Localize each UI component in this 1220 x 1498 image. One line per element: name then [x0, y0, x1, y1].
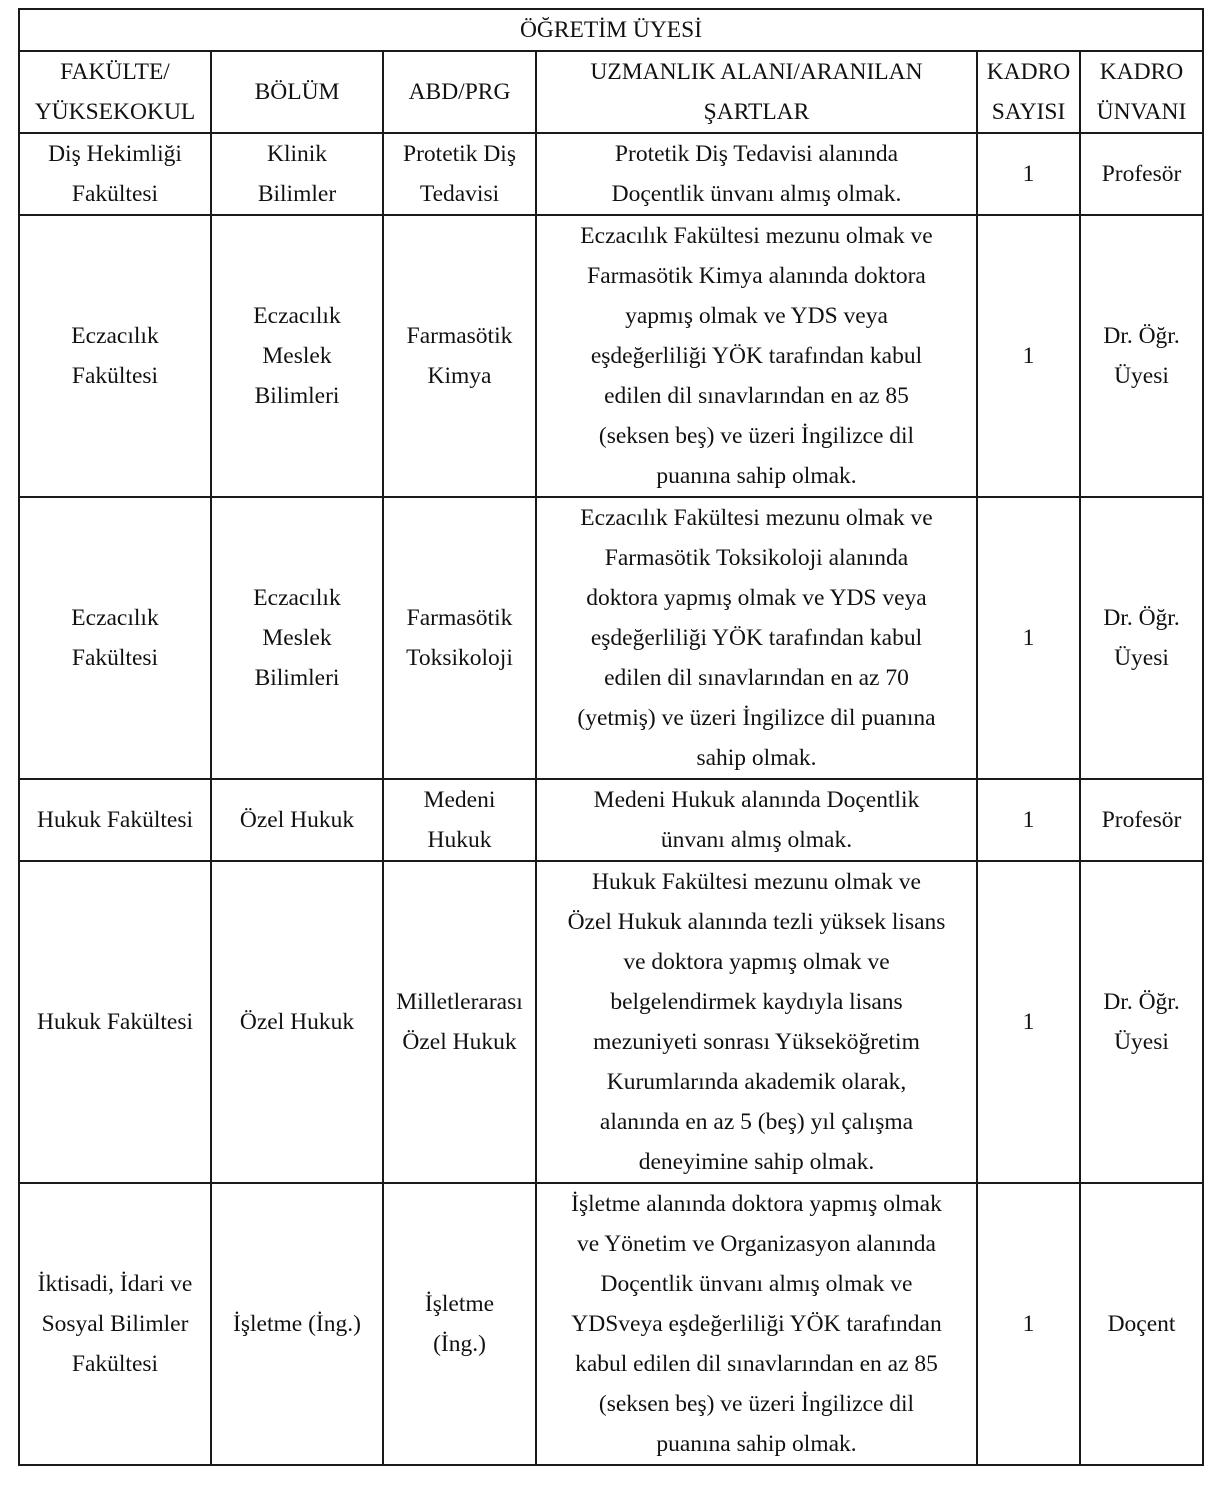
table-row [19, 1183, 1203, 1465]
requirements-cell: Hukuk Fakültesi mezunu olmak ve Özel Hukuk alanında tezli yüksek lisans ve doktora yapmış olmak ve belgelendirmek kaydıyla lisans mezuniyeti sonrası Yükseköğretim Kurumlarında akademik olarak, alanında en az 5 (beş) yıl çalışma deneyimine sahip olmak. [536, 861, 977, 1183]
table-row [19, 497, 1203, 779]
header-position-count: KADRO SAYISI [977, 51, 1080, 133]
program-cell: Milletlerarası Özel Hukuk [383, 861, 536, 1183]
header-position-title: KADRO ÜNVANI [1080, 51, 1203, 133]
requirements-cell: Protetik Diş Tedavisi alanında Doçentlik ünvanı almış olmak. [536, 133, 977, 215]
position-title-cell: Dr. Öğr. Üyesi [1080, 861, 1203, 1183]
table-row [19, 133, 1203, 215]
faculty-cell: İktisadi, İdari ve Sosyal Bilimler Fakültesi [19, 1183, 211, 1465]
program-cell: Protetik Diş Tedavisi [383, 133, 536, 215]
faculty-cell: Eczacılık Fakültesi [19, 215, 211, 497]
department-cell: Özel Hukuk [211, 861, 383, 1183]
header-faculty: FAKÜLTE/ YÜKSEKOKUL [19, 51, 211, 133]
count-cell: 1 [977, 133, 1080, 215]
department-cell: Eczacılık Meslek Bilimleri [211, 497, 383, 779]
table-title: ÖĞRETİM ÜYESİ [19, 9, 1203, 51]
position-title-cell: Profesör [1080, 779, 1203, 861]
department-cell: İşletme (İng.) [211, 1183, 383, 1465]
requirements-cell: Eczacılık Fakültesi mezunu olmak ve Farmasötik Kimya alanında doktora yapmış olmak ve YDS veya eşdeğerliliği YÖK tarafından kabul edilen dil sınavlarından en az 85 (seksen beş) ve üzeri İngilizce dil puanına sahip olmak. [536, 215, 977, 497]
requirements-cell: Eczacılık Fakültesi mezunu olmak ve Farmasötik Toksikoloji alanında doktora yapmış olmak ve YDS veya eşdeğerliliği YÖK tarafından kabul edilen dil sınavlarından en az 70 (yetmiş) ve üzeri İngilizce dil puanına sahip olmak. [536, 497, 977, 779]
requirements-cell: İşletme alanında doktora yapmış olmak ve Yönetim ve Organizasyon alanında Doçentlik ünvanı almış olmak ve YDSveya eşdeğerliliği YÖK tarafından kabul edilen dil sınavlarından en az 85 (seksen beş) ve üzeri İngilizce dil puanına sahip olmak. [536, 1183, 977, 1465]
table-row [19, 861, 1203, 1183]
count-cell: 1 [977, 497, 1080, 779]
position-title-cell: Dr. Öğr. Üyesi [1080, 215, 1203, 497]
program-cell: Farmasötik Kimya [383, 215, 536, 497]
position-title-cell: Profesör [1080, 133, 1203, 215]
department-cell: Eczacılık Meslek Bilimleri [211, 215, 383, 497]
faculty-cell: Eczacılık Fakültesi [19, 497, 211, 779]
count-cell: 1 [977, 779, 1080, 861]
program-cell: Medeni Hukuk [383, 779, 536, 861]
header-requirements: UZMANLIK ALANI/ARANILAN ŞARTLAR [536, 51, 977, 133]
faculty-cell: Diş Hekimliği Fakültesi [19, 133, 211, 215]
position-title-cell: Doçent [1080, 1183, 1203, 1465]
department-cell: Özel Hukuk [211, 779, 383, 861]
count-cell: 1 [977, 215, 1080, 497]
table-row [19, 779, 1203, 861]
count-cell: 1 [977, 861, 1080, 1183]
academic-positions-table [18, 8, 1204, 1466]
count-cell: 1 [977, 1183, 1080, 1465]
program-cell: İşletme (İng.) [383, 1183, 536, 1465]
position-title-cell: Dr. Öğr. Üyesi [1080, 497, 1203, 779]
header-row [19, 51, 1203, 133]
department-cell: Klinik Bilimler [211, 133, 383, 215]
faculty-cell: Hukuk Fakültesi [19, 779, 211, 861]
faculty-cell: Hukuk Fakültesi [19, 861, 211, 1183]
header-department: BÖLÜM [211, 51, 383, 133]
requirements-cell: Medeni Hukuk alanında Doçentlik ünvanı almış olmak. [536, 779, 977, 861]
header-program: ABD/PRG [383, 51, 536, 133]
table-row [19, 215, 1203, 497]
program-cell: Farmasötik Toksikoloji [383, 497, 536, 779]
